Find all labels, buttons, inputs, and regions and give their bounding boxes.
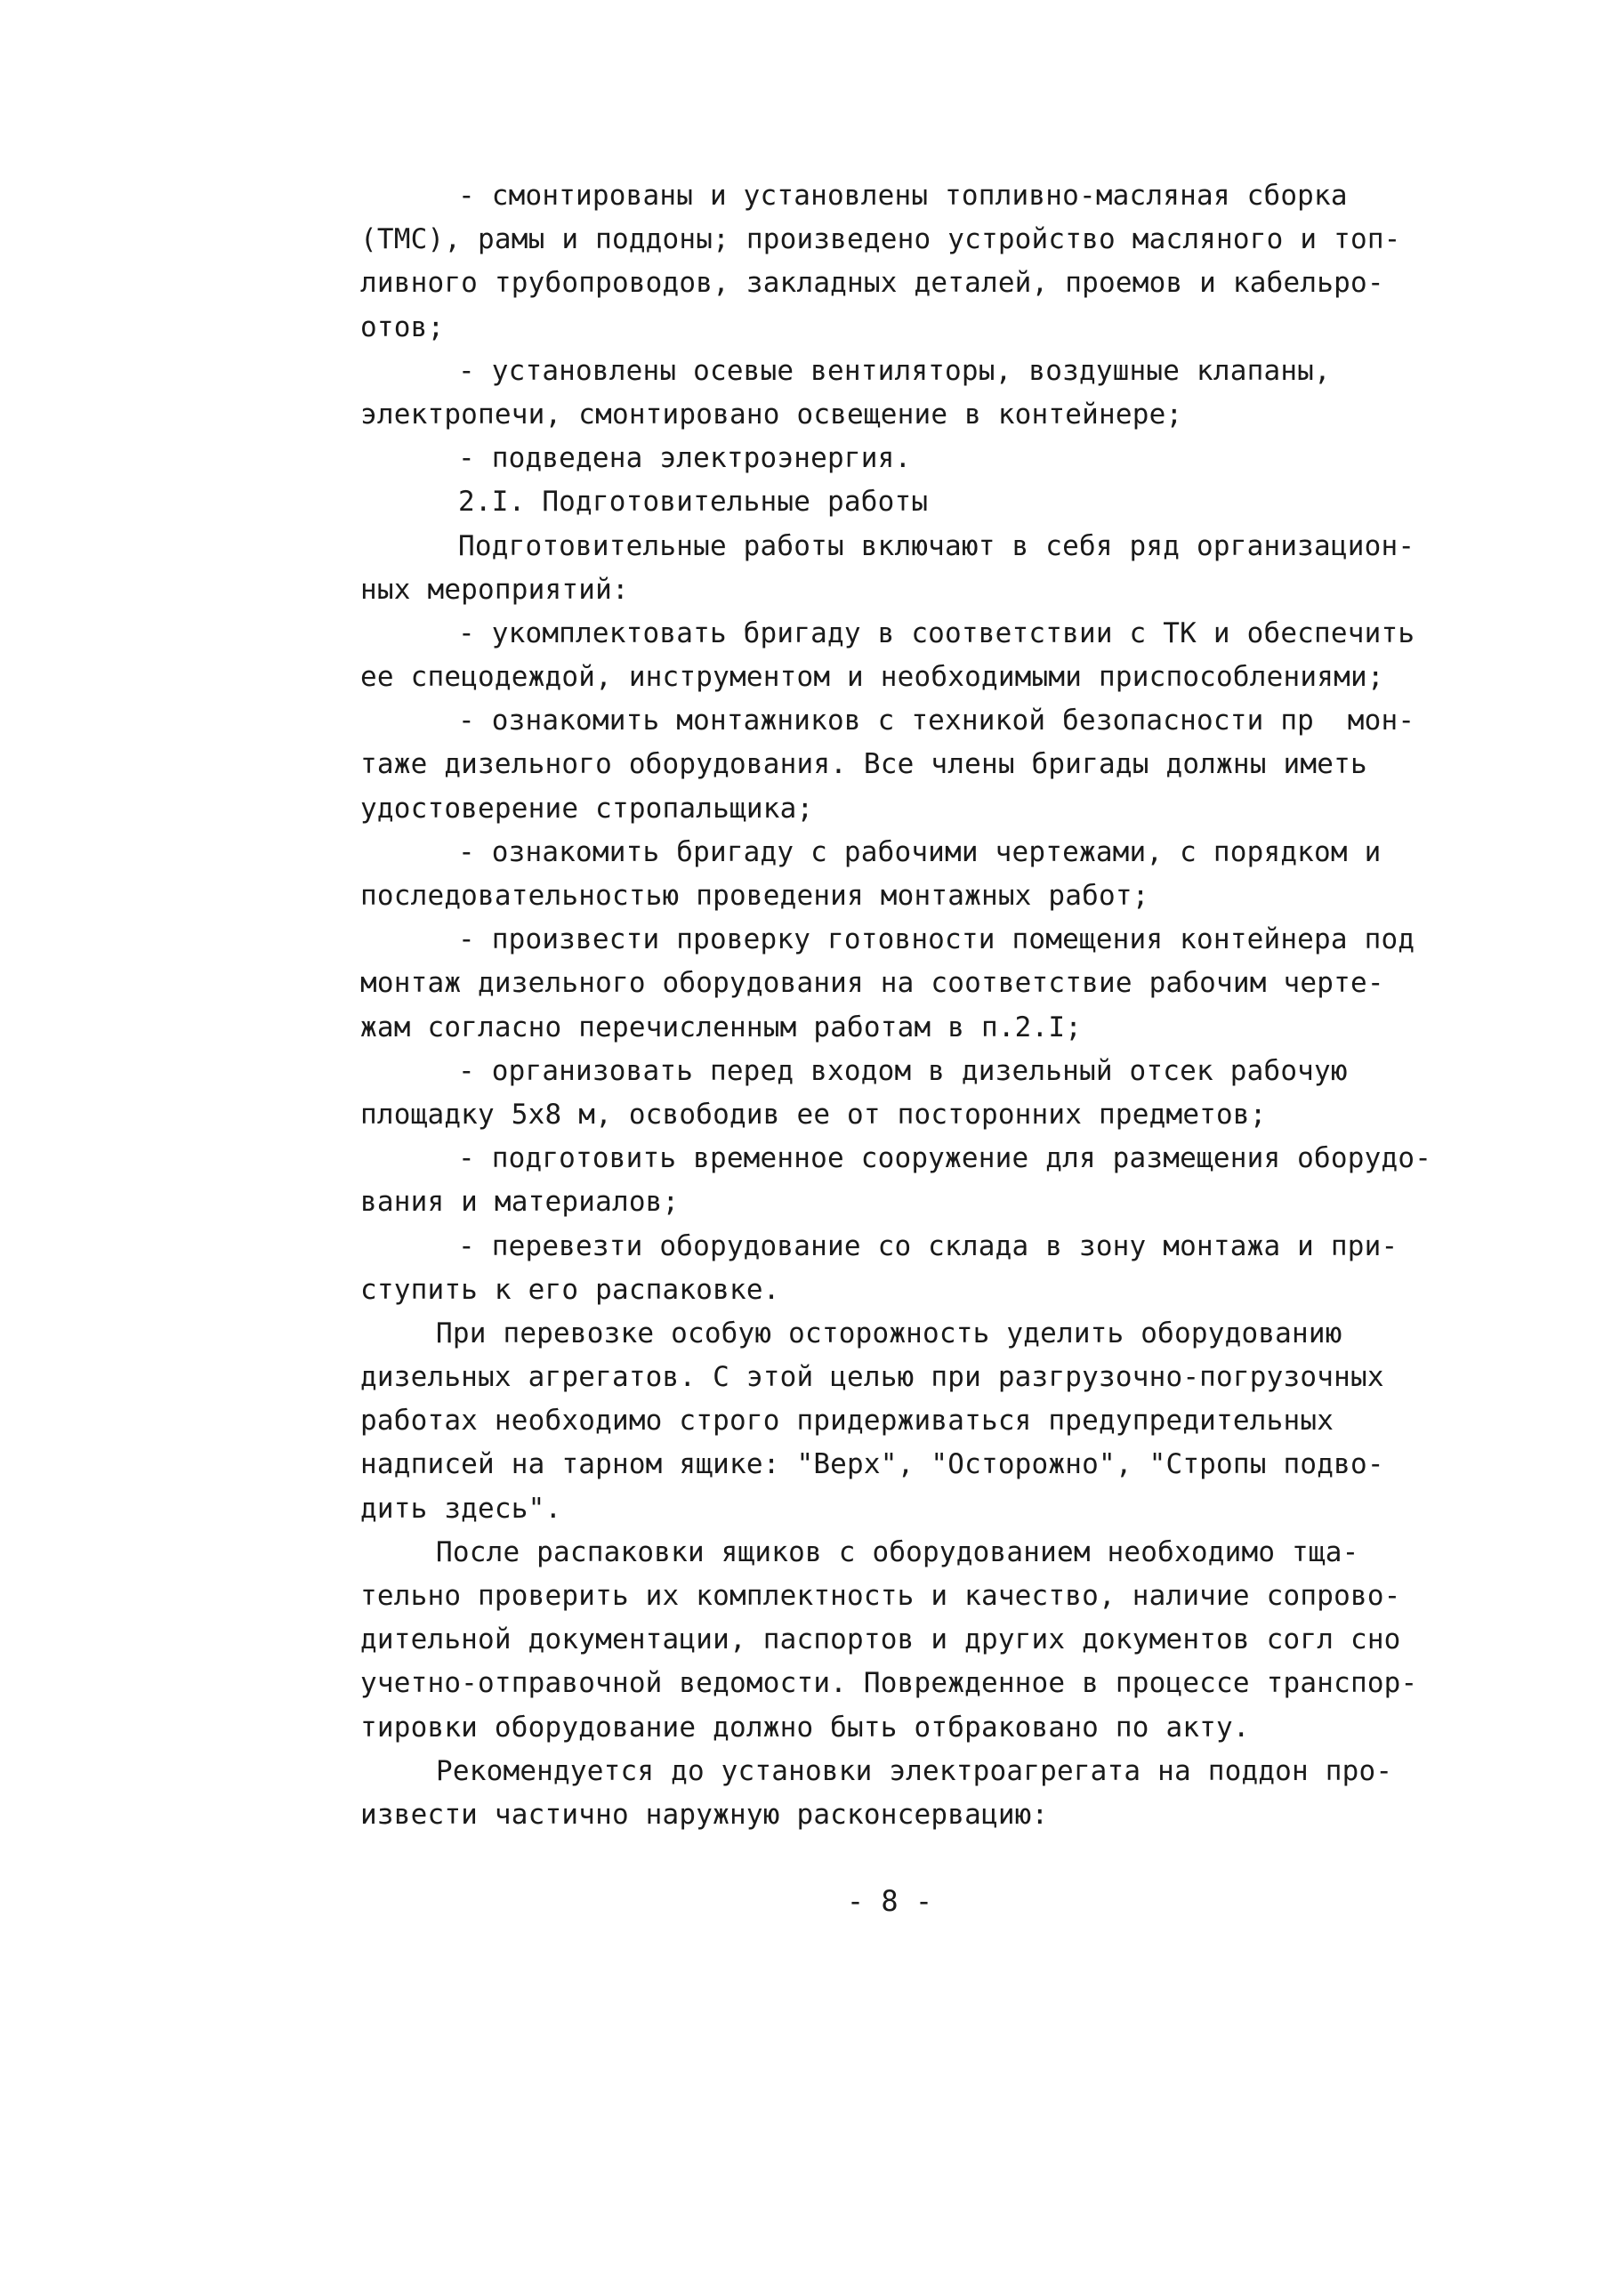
text-line: - укомплектовать бригаду в соответствии с ТК и обеспечить	[458, 616, 1415, 649]
text-line: монтаж дизельного оборудования на соответствие рабочим черте-	[360, 967, 1384, 1000]
text-line: вания и материалов;	[360, 1186, 680, 1219]
text-line: дизельных агрегатов. С этой целью при разгрузочно-погрузочных	[360, 1361, 1384, 1394]
text-line: отов;	[360, 310, 445, 343]
text-line: - установлены осевые вентиляторы, воздушные клапаны,	[458, 354, 1331, 387]
text-line: - подготовить временное сооружение для размещения оборудо-	[458, 1142, 1432, 1175]
text-line: Подготовительные работы включают в себя ряд организацион-	[458, 529, 1415, 562]
text-line: ных мероприятий:	[360, 573, 629, 606]
text-line: тельно проверить их комплектность и качество, наличие сопрово-	[360, 1580, 1401, 1612]
text-line: надписей на тарном ящике: "Верх", "Осторожно", "Стропы подво-	[360, 1448, 1384, 1481]
text-line: таже дизельного оборудования. Все члены бригады должны иметь	[360, 748, 1367, 781]
text-line: - подведена электроэнергия.	[458, 442, 912, 475]
text-line: дить здесь".	[360, 1492, 562, 1525]
text-line: ливного трубопроводов, закладных деталей, проемов и кабельро-	[360, 267, 1384, 300]
text-line: При перевозке особую осторожность уделить оборудованию	[436, 1317, 1342, 1349]
text-line: удостоверение стропальщика;	[360, 792, 814, 825]
text-line: (ТМС), рамы и поддоны; произведено устройство масляного и топ-	[360, 223, 1401, 256]
text-line: тировки оборудование должно быть отбраковано по акту.	[360, 1711, 1250, 1744]
text-line: После распаковки ящиков с оборудованием необходимо тща-	[436, 1535, 1359, 1568]
text-line: извести частично наружную расконсервацию:	[360, 1798, 1049, 1831]
text-line: последовательностью проведения монтажных работ;	[360, 880, 1149, 912]
text-line: - смонтированы и установлены топливно-масляная сборка	[458, 180, 1348, 212]
text-line: дительной документации, паспортов и других документов согл сно	[360, 1623, 1401, 1656]
page-number: - 8 -	[846, 1884, 933, 1918]
body-text	[360, 174, 1490, 1837]
text-line: - произвести проверку готовности помещения контейнера под	[458, 923, 1415, 956]
section-heading: 2.I. Подготовительные работы	[458, 486, 929, 519]
text-line: жам согласно перечисленным работам в п.2.I;	[360, 1011, 1083, 1043]
text-line: площадку 5х8 м, освободив ее от посторонних предметов;	[360, 1098, 1267, 1131]
text-line: ступить к его распаковке.	[360, 1273, 780, 1306]
text-line: учетно-отправочной ведомости. Поврежденное в процессе транспор-	[360, 1667, 1418, 1700]
text-line: - перевезти оборудование со склада в зону монтажа и при-	[458, 1229, 1398, 1262]
text-line: работах необходимо строго придерживаться предупредительных	[360, 1405, 1334, 1438]
text-line: - ознакомить монтажников с техникой безопасности пр мон-	[458, 705, 1415, 737]
text-line: - ознакомить бригаду с рабочими чертежами, с порядком и	[458, 835, 1382, 868]
text-line: электропечи, смонтировано освещение в контейнере;	[360, 398, 1183, 431]
text-line: ее спецодеждой, инструментом и необходимыми приспособлениями;	[360, 661, 1384, 694]
text-line: Рекомендуется до установки электроагрегата на поддон про-	[436, 1754, 1393, 1787]
text-line: - организовать перед входом в дизельный отсек рабочую	[458, 1054, 1348, 1087]
